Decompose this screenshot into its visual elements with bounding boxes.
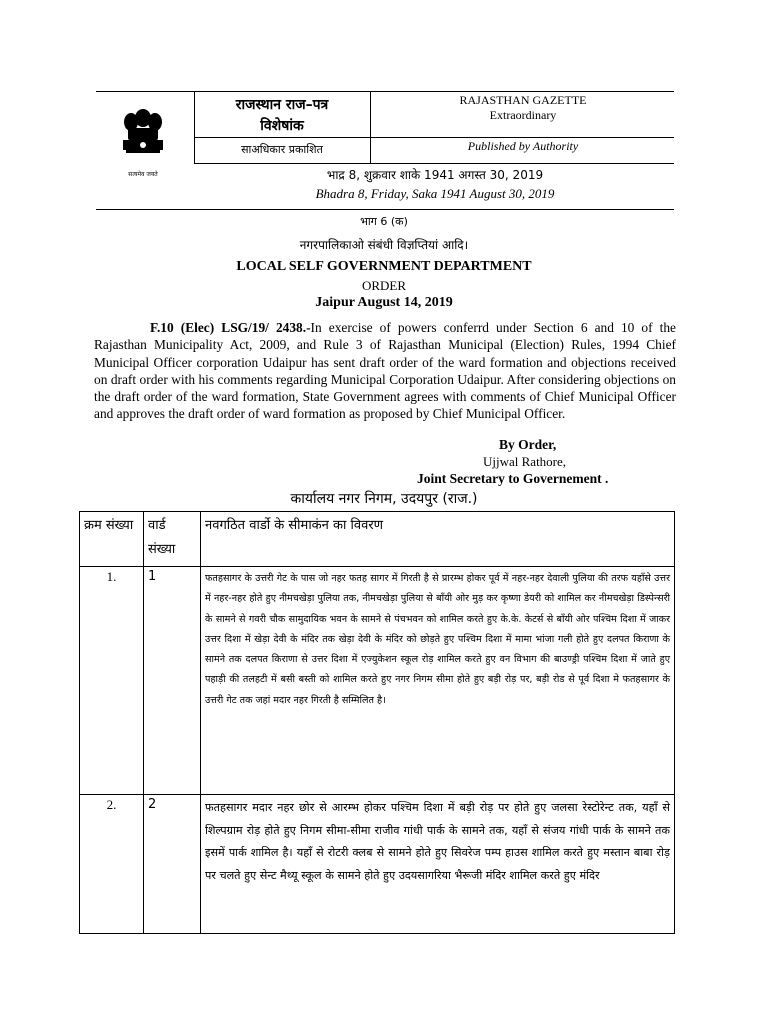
date-hindi: भाद्र 8, शुक्रवार शाके 1941 अगस्त 30, 2019 [326,168,544,182]
part-label: भाग 6 (क) [360,215,408,228]
header-bottom-rule [96,209,674,210]
header-description: नवगठित वार्डो के सीमाकंन का विवरण [201,512,675,567]
header-right-divider [370,91,371,163]
header-left-divider [194,91,195,163]
by-order: By Order, [499,437,557,452]
gazette-subtitle-en: Extraordinary [489,108,557,122]
authority-hindi: साअधिकार प्रकाशित [241,143,323,156]
date-en: Bhadra 8, Friday, Saka 1941 August 30, 2019 [315,186,555,201]
office-title: कार्यालय नगर निगम, उदयपुर (राज.) [290,491,478,507]
department-heading: LOCAL SELF GOVERNMENT DEPARTMENT [236,259,532,274]
row-ward: 1 [144,567,201,795]
order-reference: F.10 (Elec) LSG/19/ 2438.- [150,320,311,335]
gazette-subtitle-hindi: विशेषांक [260,118,304,134]
row-description: फतहसागर के उत्तरी गेट के पास जो नहर फतह सागर में गिरती है से प्रारम्भ होकर पूर्व में नहर-नहर देवाली पुलिया की तरफ यहाँसे उत्तर में नहर-नहर होते हुए नीमचखेड़ा पुलिया तक, नीमचखेड़ा पुलिया से बाँयी ओर मुड़ कर कृष्णा डेयरी को शामिल कर नीमचखेड़ा डिस्पेन्सरी के सामने से गवरी चौक सामुदायिक भवन के सामने से पंचभवन को शामिल करते हुए के.के. केटर्स से बाँयी ओर पश्चिम दिशा में जाकर उत्तर दिशा में खेड़ा देवी के मंदिर तक खेड़ा देवी के मंदिर को छोड़ते हुए पश्चिम दिशा में मामा भांजा गली होते हुए दलपत किराणा के सामने तक दलपत किराणा से उत्तर दिशा में एज्युकेशन स्कूल रोड़ शामिल करते हुए वन विभाग की बाउण्ड्री पश्चिम दिशा में जाते हुए पहाड़ी की तलहटी में बसी बस्ती को शामिल करते हुए नगर निगम सीमा होते हुए बड़ी रोड़ पर, बड़ी रोड से पूर्व दिशा मे फतहसागर के उत्तरी गेट तक जहां मदार नहर गिरती है सम्मिलित है। [201,567,675,795]
signatory-designation: Joint Secretary to Governement . [417,471,609,486]
topic-heading: नगरपालिकाओ संबंधी विज्ञप्तियां आदि। [299,238,469,252]
row-serial: 2. [80,795,144,934]
table-row [80,795,675,934]
order-heading: ORDER [361,278,407,293]
row-ward: 2 [144,795,201,934]
signatory-name: Ujjwal Rathore, [483,454,567,469]
emblem-motto: सत्यमेव जयते [128,171,158,178]
authority-en: Published by Authority [467,139,579,153]
header-mid-rule [194,137,674,138]
state-emblem [110,98,176,180]
gazette-title-en: RAJASTHAN GAZETTE [459,93,587,107]
header-top-rule [96,91,674,92]
header-ward: वार्ड संख्या [144,512,201,567]
header-serial: क्रम संख्या [80,512,144,567]
header-date-rule [194,163,674,164]
table-row [80,567,675,795]
ward-table [79,511,675,934]
order-paragraph [94,319,676,423]
gazette-title-hindi: राजस्थान राज–पत्र [235,97,329,113]
order-body: In exercise of powers conferrd under Section 6 and 10 of the Rajasthan Municipality Act, 2009, and Rule 3 of Rajasthan Municipal (Election) Rules, 1994 Chief Municipal Officer corporation Udaipur has sent draft order of the ward formation and objections received on draft order with his comments regarding Municipal Corporation Udaipur. After considering objections on the draft order of the ward formation, State Government agrees with comments of Chief Municipal Officer and approves the draft order of ward formation as proposed by Chief Municipal Officer. [94,320,676,422]
row-serial: 1. [80,567,144,795]
table-header-row [80,512,675,567]
row-description: फतहसागर मदार नहर छोर से आरम्भ होकर पश्चिम दिशा में बड़ी रोड़ पर होते हुए जलसा रेस्टोरेन्ट तक, यहाँ से शिल्पग्राम रोड़ होते हुए निगम सीमा-सीमा राजीव गांधी पार्क के सामने तक, यहाँ से संजय गांधी पार्क के सामने तक इसमें पार्क शामिल है। यहाँ से रोटरी क्लब से सामने होते हुए सिवरेज पम्प हाउस शामिल करते हुए मस्तान बाबा रोड़ पर चलते हुए सेन्ट मैथ्यू स्कूल के सामने होते हुए उदयसागरिया भैरूजी मंदिर शामिल करते हुए मंदिर [201,795,675,934]
place-date: Jaipur August 14, 2019 [315,295,453,310]
